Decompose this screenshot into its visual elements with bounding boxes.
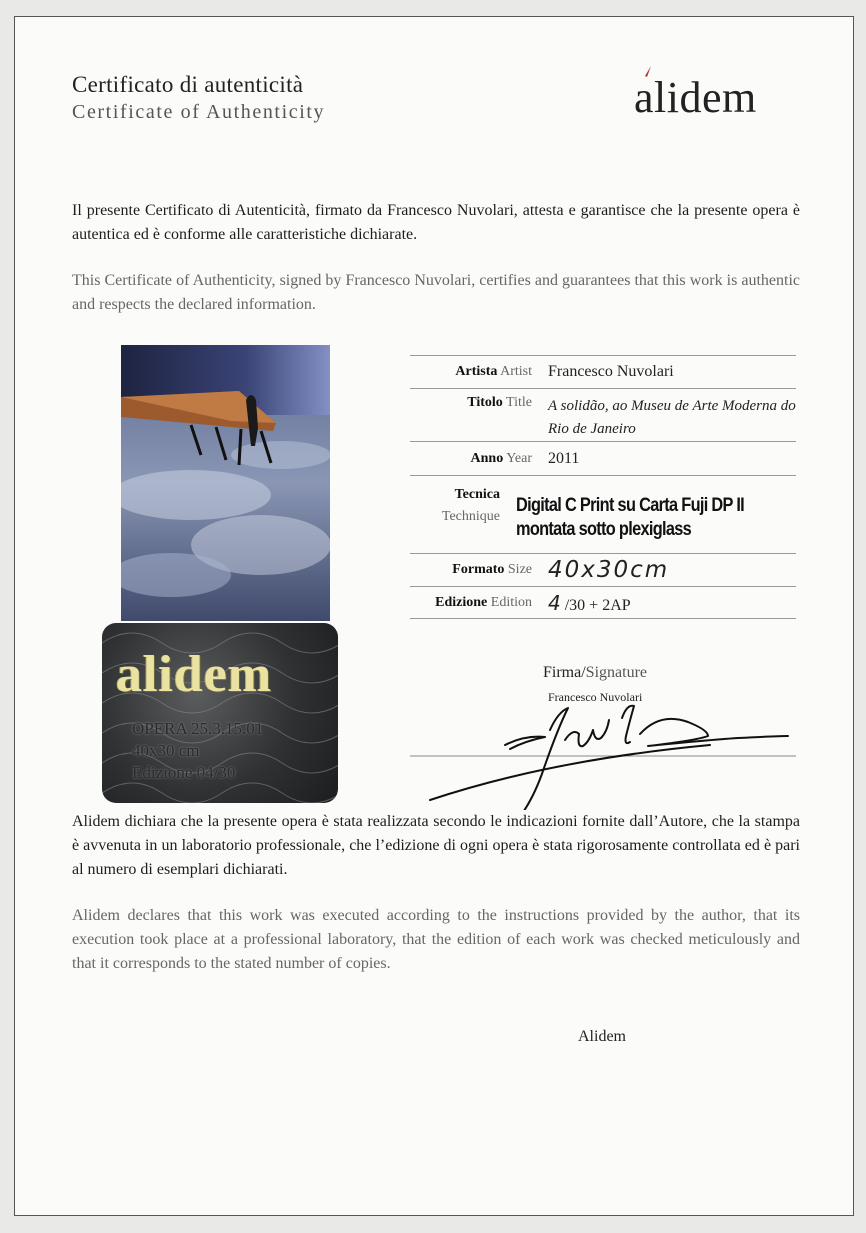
value-year: 2011 [548,449,580,467]
value-edition [542,591,796,615]
edition-number-handwritten: 4 [548,590,561,615]
details-table [410,355,796,619]
value-technique [510,484,796,553]
row-size [410,554,796,587]
edition-total: /30 + 2AP [564,596,631,614]
title-english: Certificate of Authenticity [72,101,326,123]
hologram-edition: Edizione 04/30 [132,763,236,782]
label-artist: Artista Artist [455,364,532,379]
row-edition [410,587,796,619]
declaration-english: Alidem declares that this work was executed according to the instructions provided by the author, that its execution took place at a professional laboratory, that the edition of each work was checked meticulously and that it corresponds to the stated number of copies. [72,907,800,972]
technique-stamp: Digital C Print su Carta Fuji DP II montata sotto plexiglass [516,495,745,540]
label-title: Titolo Title [467,395,532,410]
label-year: Anno Year [470,450,532,466]
title-italian: Certificato di autenticità [72,72,304,97]
brand-logo-text: alidem [634,73,757,122]
declaration-italian: Alidem dichiara che la presente opera è stata realizzata secondo le indicazioni fornite dall’Autore, che la stampa è avvenuta in un laboratorio professionale, che l’edizione di ogni opera è stata rigorosamente controllata ed è pari al numero di esemplari dichiarati. [72,813,800,878]
handwritten-signature [400,700,800,810]
value-artist: Francesco Nuvolari [548,363,674,380]
hologram-size: 40x30 cm [132,741,200,760]
hologram-sticker [102,623,338,803]
row-artist [410,356,796,389]
intro-italian: Il presente Certificato di Autenticità, firmato da Francesco Nuvolari, attesta e garantisce che la presente opera è autentica ed è conforme alle caratteristiche dichiarate. [72,202,800,243]
label-technique: Tecnica Technique [441,487,500,524]
brand-logo [634,72,757,123]
value-size: 40x30cm [548,557,670,583]
hologram-brand: alidem [116,646,273,703]
row-technique [410,476,796,554]
signature-label: Firma/Signature [543,664,647,681]
brand-accent-mark [644,66,652,78]
label-size: Formato Size [452,562,532,577]
label-edition: Edizione Edition [435,594,532,610]
row-title [410,389,796,442]
row-year [410,442,796,476]
intro-english: This Certificate of Authenticity, signed by Francesco Nuvolari, certifies and guarantees that this work is authentic and respects the declared information. [72,272,800,313]
signatory-name: Francesco Nuvolari [548,690,643,704]
artwork-photo [121,345,330,621]
signoff-alidem: Alidem [578,1028,626,1045]
value-title: A solidão, ao Museu de Arte Moderna do Rio de Janeiro [548,398,796,437]
hologram-opera-code: OPERA 25.3.15.01 [132,719,264,738]
